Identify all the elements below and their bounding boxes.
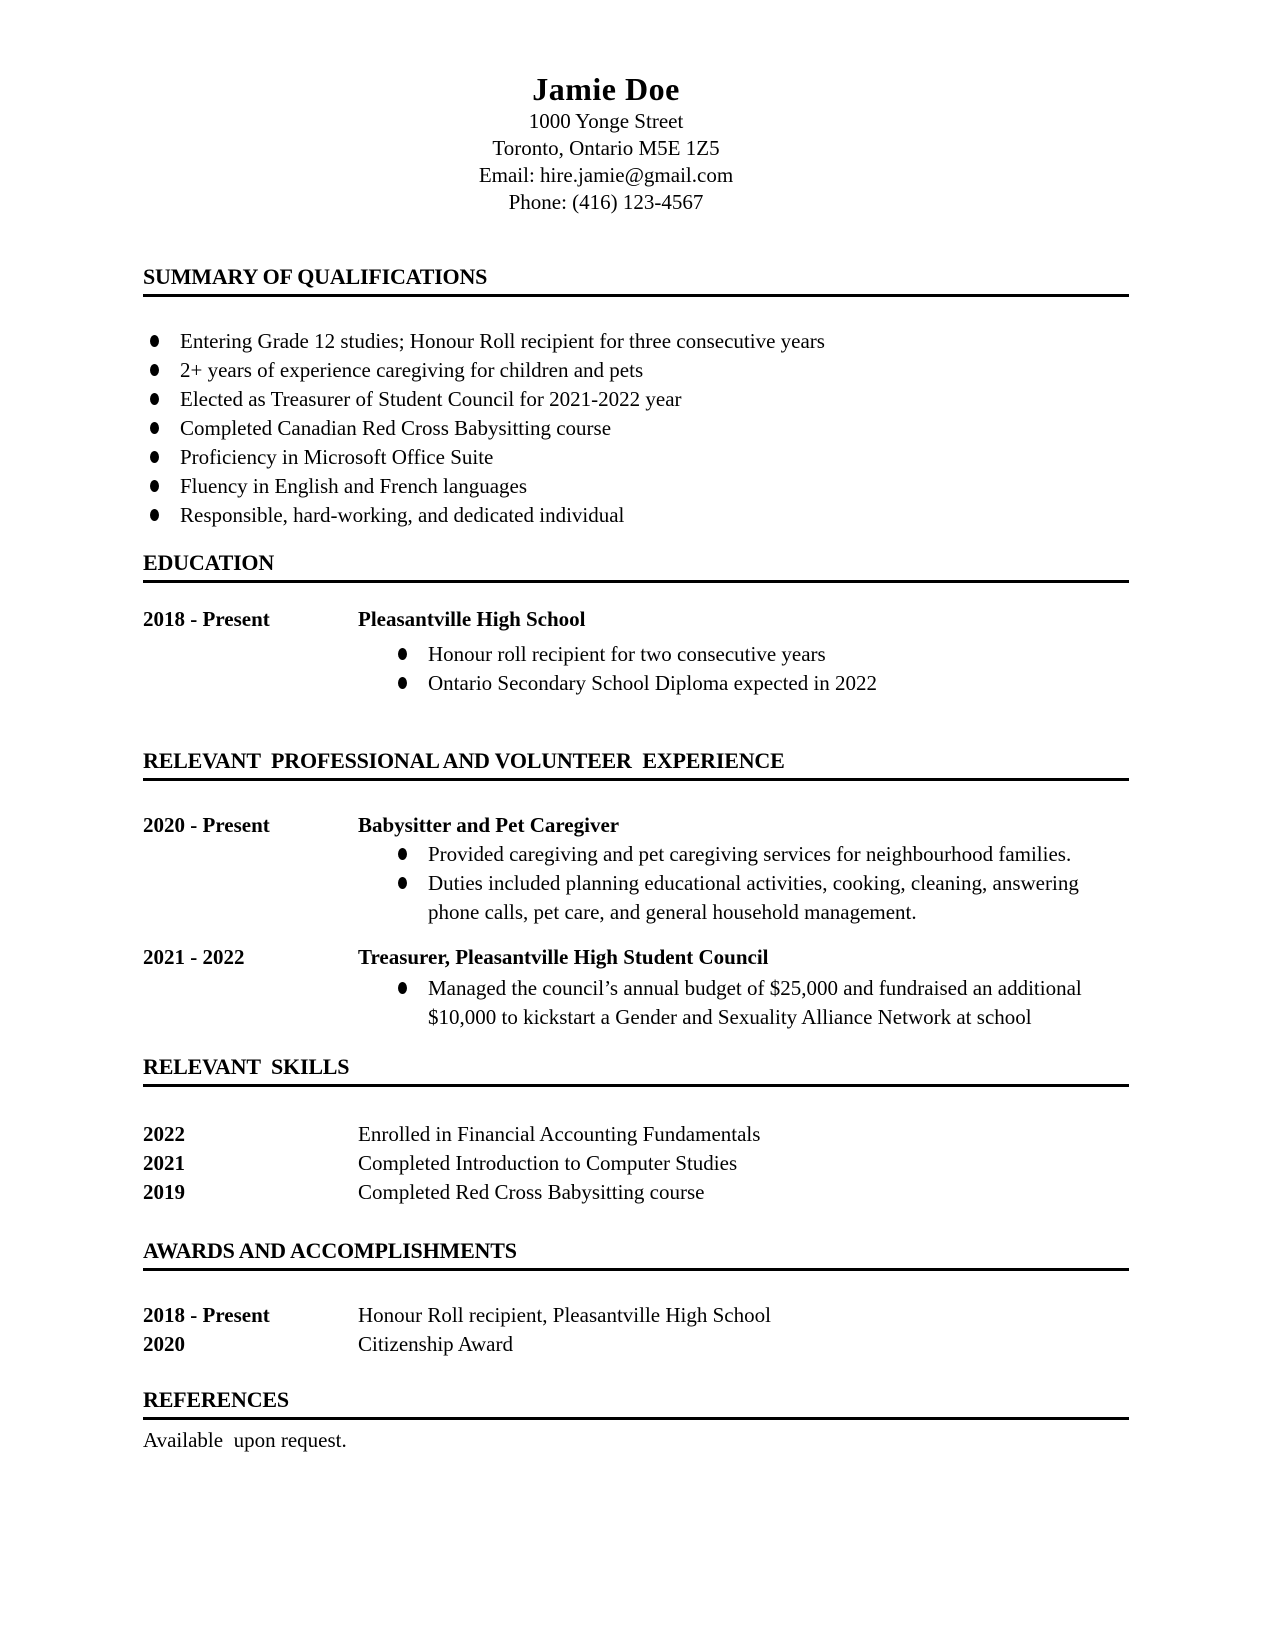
bullet-icon	[398, 677, 407, 689]
section-heading-education: EDUCATION	[143, 550, 1129, 583]
entry-bullet-list	[358, 840, 1129, 927]
row-dates: 2021	[143, 1151, 185, 1175]
entry-dates: 2021 - 2022	[143, 945, 245, 969]
bullet-text: 2+ years of experience caregiving for children and pets	[180, 358, 644, 382]
row-text: Enrolled in Financial Accounting Fundamentals	[358, 1122, 761, 1146]
section-heading-references: REFERENCES	[143, 1387, 1129, 1420]
entry-title: Babysitter and Pet Caregiver	[358, 813, 620, 837]
bullet-text: Responsible, hard-working, and dedicated individual	[180, 503, 625, 527]
list-item	[358, 869, 1129, 927]
list-item	[143, 356, 1129, 385]
entry-dates: 2020 - Present	[143, 813, 270, 837]
list-item	[143, 443, 1129, 472]
entry-bullet-list	[358, 974, 1129, 1032]
table-row	[143, 1149, 1129, 1178]
entry-body	[358, 605, 1129, 698]
bullet-icon	[150, 335, 159, 347]
bullet-text: Duties included planning educational activities, cooking, cleaning, answering phone calls, pet care, and general household management.	[428, 871, 1079, 924]
bullet-text: Completed Canadian Red Cross Babysitting course	[180, 416, 612, 440]
address-line-2: Toronto, Ontario M5E 1Z5	[492, 136, 720, 160]
experience-entry	[143, 811, 1129, 927]
list-item	[143, 472, 1129, 501]
bullet-text: Honour roll recipient for two consecutive years	[428, 642, 826, 666]
bullet-text: Elected as Treasurer of Student Council for 2021-2022 year	[180, 387, 682, 411]
section-skills	[143, 1054, 1129, 1207]
bullet-icon	[150, 509, 159, 521]
section-summary	[143, 264, 1129, 530]
row-text: Completed Introduction to Computer Studies	[358, 1151, 738, 1175]
bullet-text: Ontario Secondary School Diploma expected in 2022	[428, 671, 878, 695]
summary-bullet-list	[143, 327, 1129, 530]
bullet-text: Provided caregiving and pet caregiving services for neighbourhood families.	[428, 842, 1072, 866]
bullet-icon	[150, 393, 159, 405]
skills-rows	[143, 1120, 1129, 1207]
section-experience	[143, 748, 1129, 1032]
section-awards	[143, 1238, 1129, 1359]
entry-title: Pleasantville High School	[358, 607, 586, 631]
entry-body	[358, 943, 1129, 1032]
table-row	[143, 1330, 1129, 1359]
bullet-icon	[398, 877, 407, 889]
row-dates: 2020	[143, 1332, 185, 1356]
table-row	[143, 1301, 1129, 1330]
person-name: Jamie Doe	[532, 71, 680, 107]
list-item	[358, 840, 1129, 869]
row-text: Honour Roll recipient, Pleasantville High School	[358, 1303, 771, 1327]
table-row	[143, 1178, 1129, 1207]
row-dates: 2019	[143, 1180, 185, 1204]
list-item	[143, 414, 1129, 443]
row-text: Citizenship Award	[358, 1332, 513, 1356]
entry-title: Treasurer, Pleasantville High Student Council	[358, 945, 769, 969]
row-dates: 2022	[143, 1122, 185, 1146]
row-text: Completed Red Cross Babysitting course	[358, 1180, 705, 1204]
email-line: Email: hire.jamie@gmail.com	[478, 163, 734, 187]
entry-bullet-list	[358, 640, 1129, 698]
section-heading-skills: RELEVANT SKILLS	[143, 1054, 1129, 1087]
experience-entry	[143, 943, 1129, 1032]
phone-line: Phone: (416) 123-4567	[508, 190, 704, 214]
document-header	[143, 70, 1069, 216]
bullet-text: Entering Grade 12 studies; Honour Roll recipient for three consecutive years	[180, 329, 825, 353]
section-heading-experience: RELEVANT PROFESSIONAL AND VOLUNTEER EXPERIENCE	[143, 748, 1129, 781]
bullet-icon	[150, 480, 159, 492]
table-row	[143, 1120, 1129, 1149]
list-item	[358, 669, 1129, 698]
row-dates: 2018 - Present	[143, 1303, 270, 1327]
bullet-text: Fluency in English and French languages	[180, 474, 528, 498]
bullet-text: Proficiency in Microsoft Office Suite	[180, 445, 494, 469]
references-text: Available upon request.	[143, 1428, 347, 1452]
bullet-icon	[150, 364, 159, 376]
bullet-icon	[150, 451, 159, 463]
list-item	[143, 501, 1129, 530]
list-item	[143, 385, 1129, 414]
section-heading-summary: SUMMARY OF QUALIFICATIONS	[143, 264, 1129, 297]
section-education	[143, 550, 1129, 698]
entry-body	[358, 811, 1129, 927]
list-item	[143, 327, 1129, 356]
education-entry	[143, 605, 1129, 698]
section-references	[143, 1387, 1129, 1455]
address-line-1: 1000 Yonge Street	[528, 109, 684, 133]
list-item	[358, 974, 1129, 1032]
bullet-icon	[398, 982, 407, 994]
list-item	[358, 640, 1129, 669]
bullet-icon	[398, 848, 407, 860]
bullet-text: Managed the council’s annual budget of $25,000 and fundraised an additional $10,000 to kickstart a Gender and Sexuality Alliance Network at school	[428, 976, 1082, 1029]
bullet-icon	[150, 422, 159, 434]
section-heading-awards: AWARDS AND ACCOMPLISHMENTS	[143, 1238, 1129, 1271]
bullet-icon	[398, 648, 407, 660]
awards-rows	[143, 1301, 1129, 1359]
entry-dates: 2018 - Present	[143, 607, 270, 631]
